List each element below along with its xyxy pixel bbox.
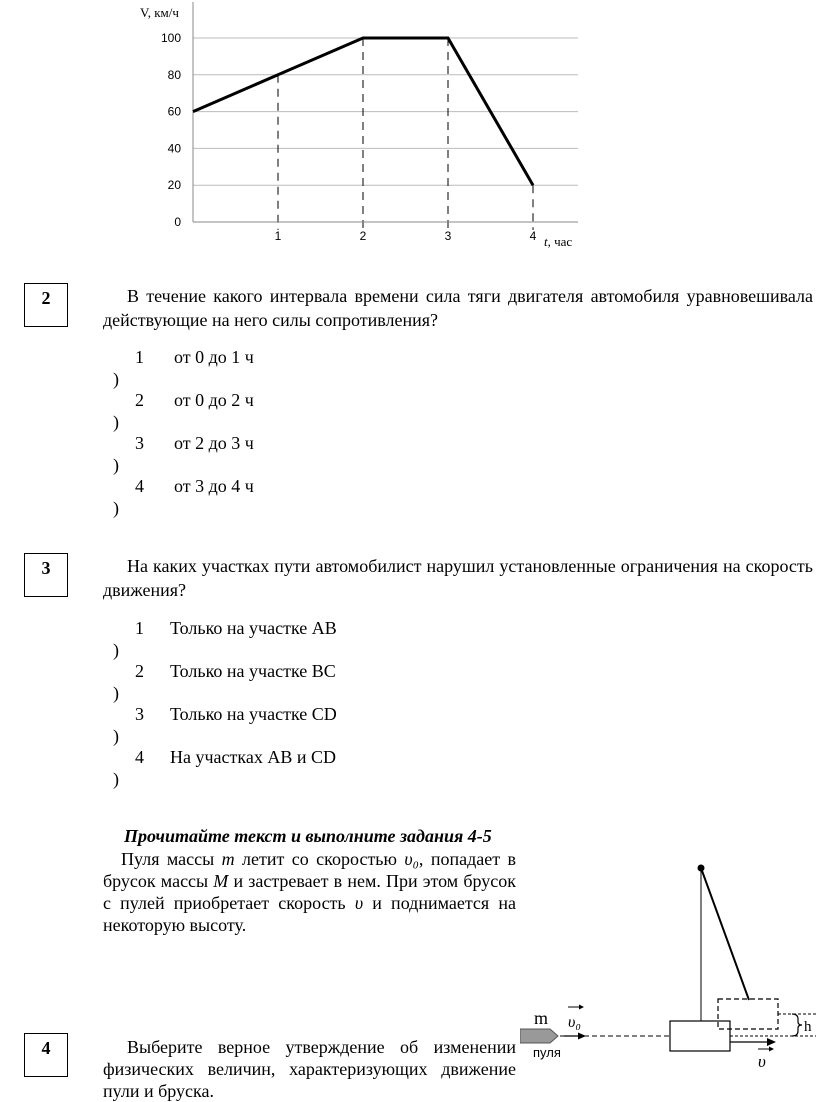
velocity-chart (0, 0, 816, 260)
option-paren: ) (113, 498, 119, 518)
v-label: υ (758, 1052, 766, 1071)
block (670, 1021, 730, 1051)
option-number: 1 (135, 347, 144, 367)
question-text: На каких участках пути автомобилист нарушил установленные ограничения на скорость движения? (103, 556, 813, 600)
option-text: Только на участке CD (170, 704, 337, 724)
answer-option[interactable] (103, 746, 603, 790)
y-axis-label: V, км/ч (140, 5, 179, 20)
option-text: Только на участке BC (170, 661, 336, 681)
option-text: от 0 до 2 ч (174, 390, 254, 410)
section-title: Прочитайте текст и выполните задания 4-5 (124, 826, 492, 846)
option-paren: ) (113, 640, 119, 660)
answer-option[interactable] (103, 617, 603, 661)
y-tick-label: 100 (160, 31, 181, 45)
answer-option[interactable] (103, 660, 603, 704)
bullet (520, 1029, 558, 1043)
v0-vector-head (579, 1005, 584, 1010)
bullet-label: пуля (533, 1045, 561, 1060)
height-brace (792, 1014, 802, 1036)
v0-arrowhead (578, 1033, 586, 1040)
y-tick-label: 40 (167, 141, 181, 156)
answer-option[interactable] (103, 432, 603, 476)
y-tick-label: 20 (167, 178, 181, 193)
option-number: 3 (135, 433, 144, 453)
y-tick-label: 60 (167, 104, 181, 119)
ballistic-pendulum-figure (520, 860, 816, 1099)
question-number-box: 2 (24, 283, 68, 327)
answer-option[interactable] (103, 703, 603, 747)
chart-drop-lines (278, 38, 533, 230)
option-text: На участках AB и CD (170, 747, 336, 767)
option-text: от 3 до 4 ч (174, 476, 254, 496)
y-tick-label: 0 (174, 215, 181, 229)
question-text: В течение какого интервала времени сила тяги двигателя автомобиля уравновешивала действующие на него силы сопротивления? (103, 286, 813, 330)
x-tick-label: 2 (359, 229, 367, 243)
option-text: от 2 до 3 ч (174, 433, 254, 453)
option-number: 1 (135, 618, 144, 638)
option-paren: ) (113, 769, 119, 789)
option-paren: ) (113, 726, 119, 746)
x-tick-label: 3 (444, 229, 452, 243)
option-number: 4 (135, 476, 144, 496)
option-paren: ) (113, 683, 119, 703)
option-paren: ) (113, 412, 119, 432)
option-number: 4 (135, 747, 144, 767)
answer-option[interactable] (103, 475, 603, 519)
option-number: 2 (135, 390, 144, 410)
option-text: Только на участке AB (170, 618, 337, 638)
y-tick-labels (161, 31, 181, 229)
option-paren: ) (113, 369, 119, 389)
problem-paragraph: Пуля массы m летит со скоростью υ₀, попадает в брусок массы M и застревает в нем. При этом брусок с пулей приобретает скорость υ и поднимается на некоторую высоту. (103, 849, 516, 935)
option-paren: ) (113, 455, 119, 475)
x-tick-label: 1 (274, 229, 282, 243)
v0-label: υ₀ (568, 1014, 581, 1031)
option-number: 3 (135, 704, 144, 724)
v-vector-head (769, 1047, 774, 1052)
x-tick-labels (275, 229, 537, 243)
question-text: Выберите верное утверждение об изменении физических величин, характеризующих движение пули и бруска. (103, 1037, 516, 1101)
y-tick-label: 80 (167, 67, 181, 82)
option-text: от 0 до 1 ч (174, 347, 254, 367)
answer-option[interactable] (103, 346, 603, 390)
x-axis-label: t, час (544, 234, 573, 249)
x-tick-label: 4 (529, 229, 537, 243)
v-arrowhead (767, 1038, 776, 1046)
string-swung (701, 868, 749, 1000)
answer-option[interactable] (103, 389, 603, 433)
mass-label: m (534, 1008, 549, 1028)
question-number-box: 4 (24, 1033, 68, 1077)
height-label: h (804, 1019, 812, 1035)
option-number: 2 (135, 661, 144, 681)
question-number-box: 3 (24, 553, 68, 597)
